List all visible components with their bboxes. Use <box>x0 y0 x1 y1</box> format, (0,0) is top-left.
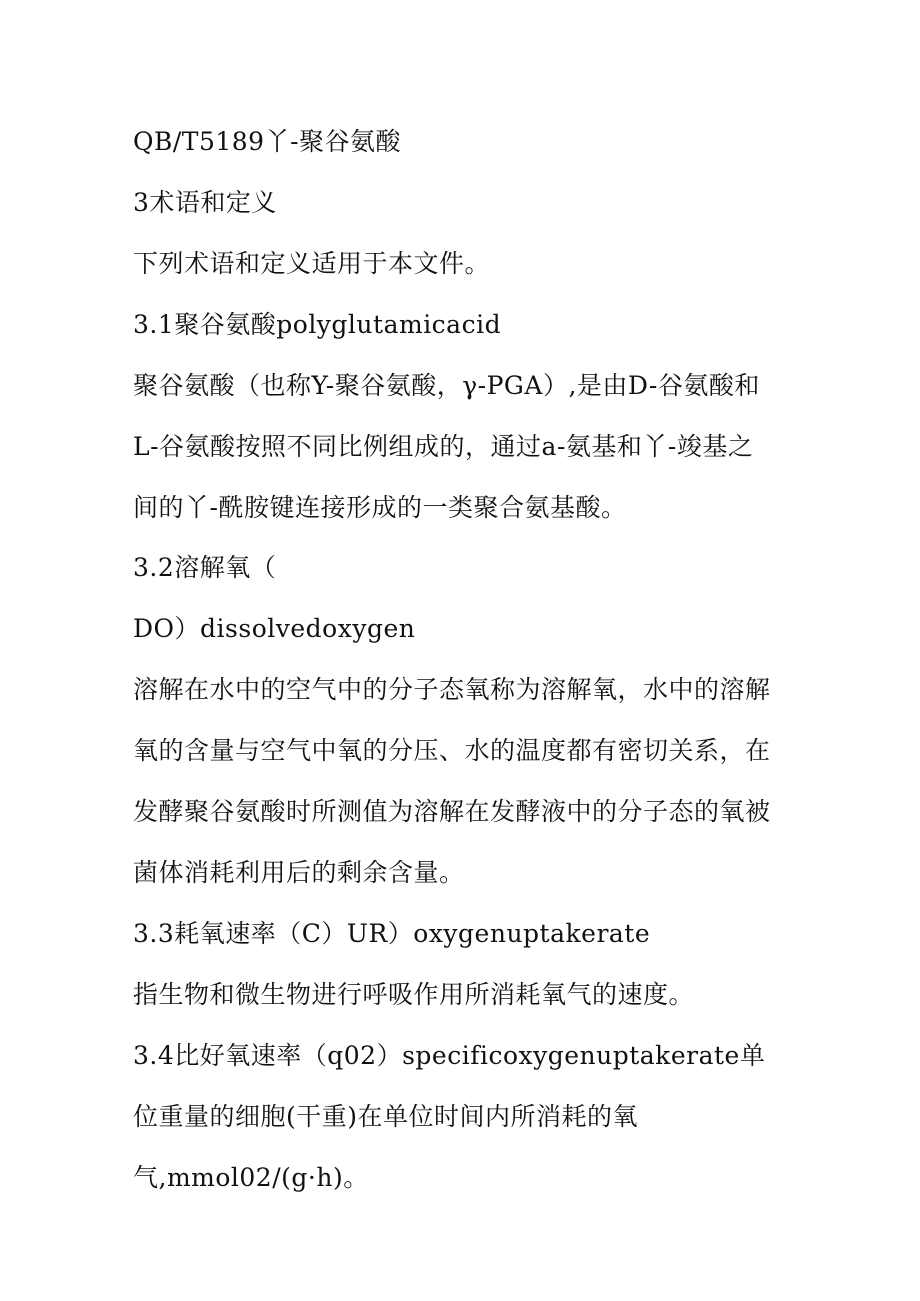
body-text-line: 发酵聚谷氨酸时所测值为溶解在发酵液中的分子态的氧被 <box>133 797 771 826</box>
term-heading: 3.3耗氧速率（C）UR）oxygenuptakerate <box>133 919 651 948</box>
body-text-line: 间的丫-酰胺键连接形成的一类聚合氨基酸。 <box>133 493 627 522</box>
term-heading: 3.2溶解氧（ <box>133 553 277 582</box>
body-text-line: 菌体消耗利用后的剩余含量。 <box>133 858 465 887</box>
body-text-line: 气,mmol02/(g·h)。 <box>133 1163 369 1192</box>
body-text-line: 下列术语和定义适用于本文件。 <box>133 249 491 278</box>
section-heading: 3术语和定义 <box>133 188 277 217</box>
term-heading: 3.4比好氧速率（q02）specificoxygenuptakerate单 <box>133 1041 766 1070</box>
body-text-line: 聚谷氨酸（也称Y-聚谷氨酸，γ-PGA）,是由D-谷氨酸和 <box>133 371 760 400</box>
body-text-line: 位重量的细胞(干重)在单位时间内所消耗的氧 <box>133 1102 639 1131</box>
body-text-line: 氧的含量与空气中氧的分压、水的温度都有密切关系，在 <box>133 736 771 765</box>
term-heading: DO）dissolvedoxygen <box>133 614 416 643</box>
term-heading: 3.1聚谷氨酸polyglutamicacid <box>133 310 502 339</box>
document-title: QB/T5189丫-聚谷氨酸 <box>133 127 402 156</box>
body-text-line: 指生物和微生物进行呼吸作用所消耗氧气的速度。 <box>133 980 695 1009</box>
body-text-line: L-谷氨酸按照不同比例组成的，通过a-氨基和丫-竣基之 <box>133 432 754 461</box>
body-text-line: 溶解在水中的空气中的分子态氧称为溶解氧，水中的溶解 <box>133 675 771 704</box>
